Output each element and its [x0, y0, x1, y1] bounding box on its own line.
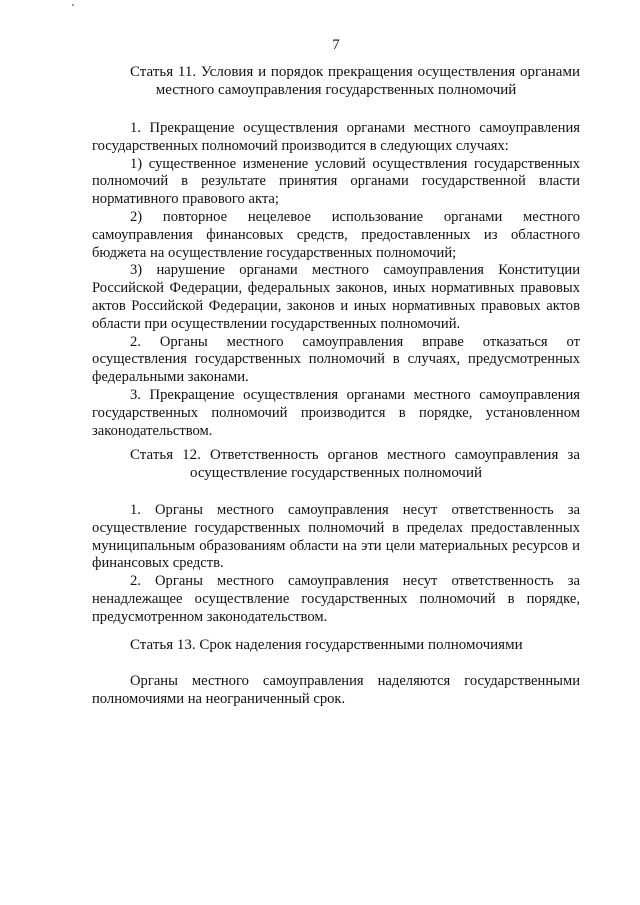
- article-12-title-line-2: осуществление государственных полномочий: [189, 465, 483, 481]
- article-11-paragraph-2: 2. Органы местного самоуправления вправе отказаться от осуществления государственных полномочий в случаях, предусмотренных федеральными законами.: [92, 333, 580, 386]
- article-11-item-1: 1) существенное изменение условий осуществления государственных полномочий в результате принятия органами государственной власти нормативного правового акта;: [92, 155, 580, 208]
- article-11-title-line-2: местного самоуправления государственных полномочий: [155, 82, 517, 98]
- article-13-paragraph-1: Органы местного самоуправления наделяются государственными полномочиями на неограниченный срок.: [92, 673, 580, 707]
- article-13-title: [92, 636, 580, 654]
- article-12: [92, 446, 580, 627]
- article-11-title: [92, 63, 580, 99]
- article-11-paragraph-1: 1. Прекращение осуществления органами местного самоуправления государственных полномочий производится в следующих случаях:: [92, 120, 580, 154]
- article-12-title-line-1: Статья 12. Ответственность органов местного самоуправления за: [130, 447, 580, 463]
- article-12-paragraph-2: 2. Органы местного самоуправления несут ответственность за ненадлежащее осуществление государственных полномочий в порядке, предусмотренном законодательством.: [92, 573, 580, 625]
- article-11-paragraph-3: 3. Прекращение осуществления органами местного самоуправления государственных полномочий производится в порядке, установленном законодательством.: [92, 386, 580, 439]
- scan-speck: [72, 4, 74, 6]
- page-number: 7: [332, 37, 340, 53]
- article-13: [92, 636, 580, 709]
- article-12-title: [92, 446, 580, 482]
- article-11-title-line-1: Статья 11. Условия и порядок прекращения осуществления органами: [130, 64, 580, 80]
- article-13-title-line-1: Статья 13. Срок наделения государственными полномочиями: [130, 637, 523, 653]
- article-11: [92, 63, 580, 440]
- article-11-item-2: 2) повторное нецелевое использование органами местного самоуправления финансовых средств, предоставленных из областного бюджета на осуществление государственных полномочий;: [92, 208, 580, 261]
- article-12-paragraph-1: 1. Органы местного самоуправления несут ответственность за осуществление государственных полномочий в пределах предоставленных муниципальным образованиям области на эти цели материальных ресурсов и финансовых средств.: [92, 502, 580, 572]
- article-11-item-3: 3) нарушение органами местного самоуправления Конституции Российской Федерации, федеральных законов, иных нормативных правовых актов Российской Федерации, законов и иных нормативных правовых актов области при осуществлении государственных полномочий.: [92, 262, 580, 332]
